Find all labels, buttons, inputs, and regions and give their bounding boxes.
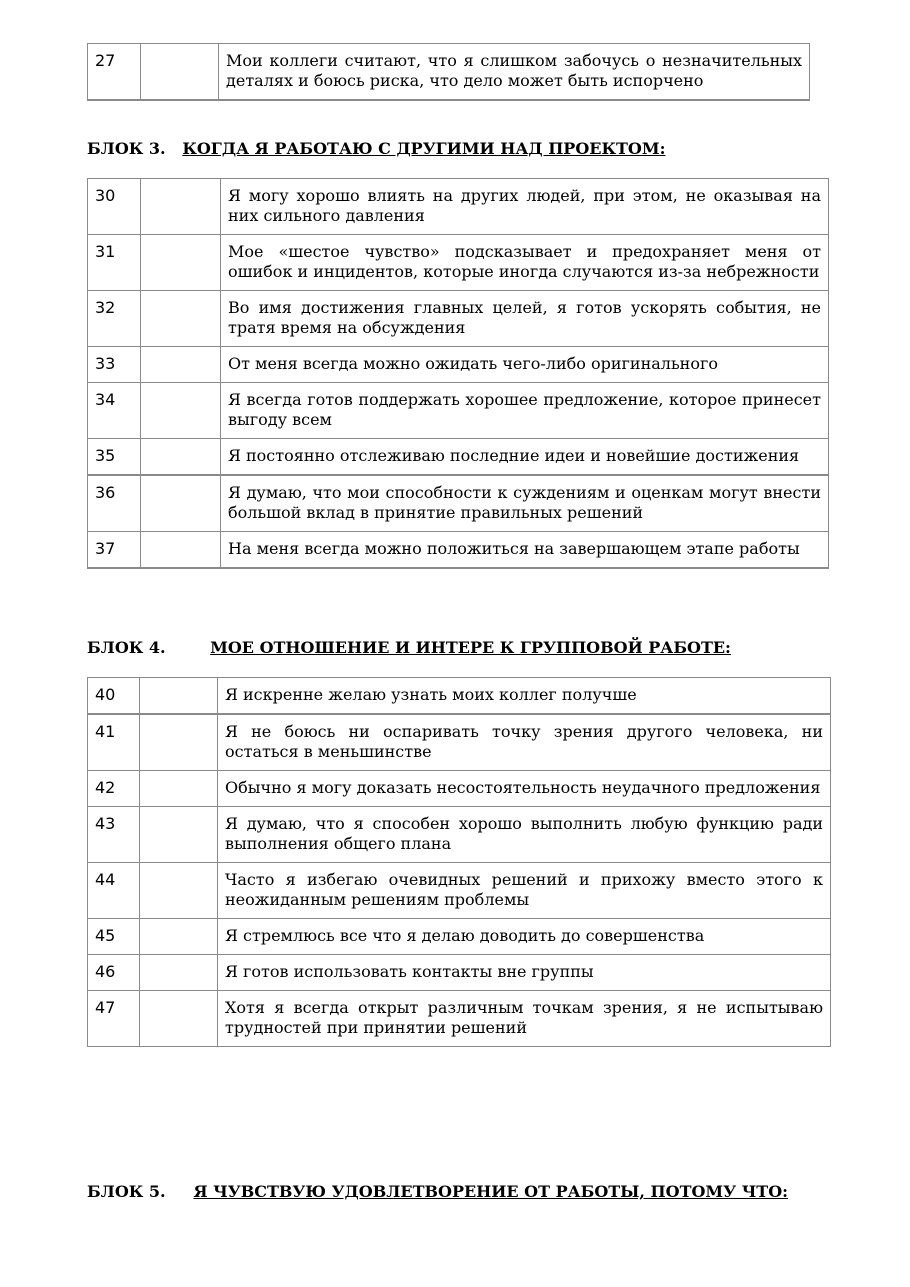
item-number: 34 bbox=[88, 383, 141, 439]
item-statement: Я думаю, что я способен хорошо выполнить любую функцию ради выполнения общего плана bbox=[218, 807, 831, 863]
item-number: 30 bbox=[88, 179, 141, 235]
item-number: 47 bbox=[88, 991, 140, 1047]
item-statement: Я стремлюсь все что я делаю доводить до совершенства bbox=[218, 919, 831, 955]
score-cell[interactable] bbox=[140, 863, 218, 919]
item-statement: Во имя достижения главных целей, я готов ускорять события, не тратя время на обсуждения bbox=[221, 291, 829, 347]
block-5-heading bbox=[87, 1182, 788, 1201]
item-number: 33 bbox=[88, 347, 141, 383]
item-number: 40 bbox=[88, 678, 140, 715]
score-cell[interactable] bbox=[140, 991, 218, 1047]
table-row bbox=[88, 991, 831, 1047]
block-label: БЛОК 3. bbox=[87, 139, 166, 158]
table-row bbox=[88, 383, 829, 439]
block-title: Я ЧУВСТВУЮ УДОВЛЕТВОРЕНИЕ ОТ РАБОТЫ, ПОТОМУ ЧТО: bbox=[193, 1182, 789, 1201]
item-statement: От меня всегда можно ожидать чего-либо оригинального bbox=[221, 347, 829, 383]
table-row bbox=[88, 532, 829, 569]
score-cell[interactable] bbox=[141, 383, 221, 439]
score-cell[interactable] bbox=[140, 919, 218, 955]
questionnaire-table-block-4 bbox=[87, 677, 831, 1047]
block-title: КОГДА Я РАБОТАЮ С ДРУГИМИ НАД ПРОЕКТОМ: bbox=[182, 139, 666, 158]
table-row bbox=[88, 955, 831, 991]
table-row bbox=[88, 291, 829, 347]
item-number: 41 bbox=[88, 714, 140, 771]
questionnaire-table-1 bbox=[87, 43, 810, 101]
score-cell[interactable] bbox=[140, 807, 218, 863]
item-statement: Обычно я могу доказать несостоятельность неудачного предложения bbox=[218, 771, 831, 807]
item-number: 36 bbox=[88, 475, 141, 532]
table-row bbox=[88, 347, 829, 383]
block-3-heading bbox=[87, 139, 665, 158]
item-number: 46 bbox=[88, 955, 140, 991]
item-statement: Я думаю, что мои способности к суждениям и оценкам могут внести большой вклад в принятие правильных решений bbox=[221, 475, 829, 532]
table-row bbox=[88, 807, 831, 863]
score-cell[interactable] bbox=[141, 532, 221, 569]
item-statement: Я не боюсь ни оспаривать точку зрения другого человека, ни остаться в меньшинстве bbox=[218, 714, 831, 771]
table-row bbox=[88, 235, 829, 291]
table-row bbox=[88, 179, 829, 235]
score-cell[interactable] bbox=[140, 771, 218, 807]
item-statement: Я искренне желаю узнать моих коллег получше bbox=[218, 678, 831, 715]
score-cell[interactable] bbox=[141, 439, 221, 476]
item-number: 45 bbox=[88, 919, 140, 955]
block-4-heading bbox=[87, 638, 731, 657]
score-cell[interactable] bbox=[141, 347, 221, 383]
item-number: 35 bbox=[88, 439, 141, 476]
item-number: 44 bbox=[88, 863, 140, 919]
block-label: БЛОК 5. bbox=[87, 1182, 166, 1201]
item-statement: На меня всегда можно положиться на завершающем этапе работы bbox=[221, 532, 829, 569]
table-row bbox=[88, 475, 829, 532]
score-cell[interactable] bbox=[141, 235, 221, 291]
item-number: 43 bbox=[88, 807, 140, 863]
score-cell[interactable] bbox=[140, 714, 218, 771]
score-cell[interactable] bbox=[141, 44, 219, 101]
item-statement: Я готов использовать контакты вне группы bbox=[218, 955, 831, 991]
item-number: 31 bbox=[88, 235, 141, 291]
score-cell[interactable] bbox=[141, 179, 221, 235]
item-statement: Часто я избегаю очевидных решений и прихожу вместо этого к неожиданным решениям проблемы bbox=[218, 863, 831, 919]
item-number: 42 bbox=[88, 771, 140, 807]
table-row bbox=[88, 863, 831, 919]
item-statement: Хотя я всегда открыт различным точкам зрения, я не испытываю трудностей при принятии решений bbox=[218, 991, 831, 1047]
table-row bbox=[88, 771, 831, 807]
table-row bbox=[88, 714, 831, 771]
item-statement: Я постоянно отслеживаю последние идеи и новейшие достижения bbox=[221, 439, 829, 476]
item-number: 27 bbox=[88, 44, 141, 101]
item-statement: Я всегда готов поддержать хорошее предложение, которое принесет выгоду всем bbox=[221, 383, 829, 439]
questionnaire-table-block-3 bbox=[87, 178, 829, 569]
table-row bbox=[88, 439, 829, 476]
table-row bbox=[88, 44, 810, 101]
score-cell[interactable] bbox=[140, 955, 218, 991]
table-row bbox=[88, 678, 831, 715]
item-statement: Я могу хорошо влиять на других людей, при этом, не оказывая на них сильного давления bbox=[221, 179, 829, 235]
block-label: БЛОК 4. bbox=[87, 638, 166, 657]
item-statement: Мои коллеги считают, что я слишком забочусь о незначительных деталях и боюсь риска, что дело может быть испорчено bbox=[219, 44, 810, 101]
table-row bbox=[88, 919, 831, 955]
score-cell[interactable] bbox=[141, 291, 221, 347]
item-number: 37 bbox=[88, 532, 141, 569]
block-title: МОЕ ОТНОШЕНИЕ И ИНТЕРЕ К ГРУППОВОЙ РАБОТЕ: bbox=[210, 638, 731, 657]
score-cell[interactable] bbox=[141, 475, 221, 532]
item-number: 32 bbox=[88, 291, 141, 347]
score-cell[interactable] bbox=[140, 678, 218, 715]
item-statement: Мое «шестое чувство» подсказывает и предохраняет меня от ошибок и инцидентов, которые иногда случаются из-за небрежности bbox=[221, 235, 829, 291]
